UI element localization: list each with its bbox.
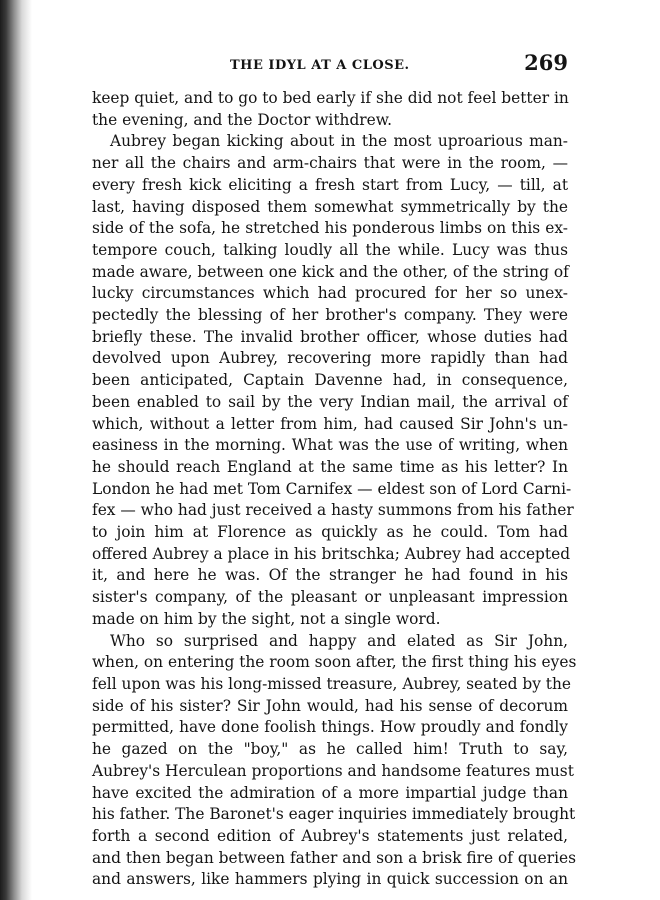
text-line: and answers, like hammers plying in quick succession on an <box>92 870 568 889</box>
text-line: have excited the admiration of a more impartial judge than <box>92 783 568 802</box>
paragraph-container <box>92 88 577 891</box>
text-line: which, without a letter from him, had caused Sir John's un- <box>92 414 568 433</box>
text-line: ner all the chairs and arm-chairs that were in the room, — <box>92 154 568 173</box>
text-line: when, on entering the room soon after, the first thing his eyes <box>92 653 577 672</box>
text-line: every fresh kick eliciting a fresh start from Lucy, — till, at <box>92 175 568 194</box>
text-line: side of the sofa, he stretched his ponderous limbs on this ex- <box>92 219 568 238</box>
text-line: the evening, and the Doctor withdrew. <box>92 110 392 129</box>
text-line: last, having disposed them somewhat symmetrically by the <box>92 197 568 216</box>
text-line: and then began between father and son a brisk fire of queries <box>92 848 577 867</box>
running-head: THE IDYL AT A CLOSE. <box>230 58 410 73</box>
text-line: lucky circumstances which had procured for her so unex- <box>92 284 568 303</box>
text-line: permitted, have done foolish things. How proudly and fondly <box>92 718 568 737</box>
text-line: devolved upon Aubrey, recovering more rapidly than had <box>92 349 568 368</box>
text-line: easiness in the morning. What was the use of writing, when <box>92 436 568 455</box>
text-line: it, and here he was. Of the stranger he had found in his <box>92 566 568 585</box>
text-line: London he had met Tom Carnifex — eldest son of Lord Carni- <box>92 479 572 498</box>
text-line: made on him by the sight, not a single word. <box>92 609 441 628</box>
text-line: made aware, between one kick and the other, of the string of <box>92 262 569 281</box>
text-line: side of his sister? Sir John would, had his sense of decorum <box>92 696 568 715</box>
text-line: he gazed on the "boy," as he called him! Truth to say, <box>92 740 568 759</box>
page-number: 269 <box>524 50 568 75</box>
text-line: to join him at Florence as quickly as he could. Tom had <box>92 523 568 542</box>
text-line: Aubrey's Herculean proportions and handsome features must <box>92 761 574 780</box>
paragraph <box>92 131 574 630</box>
paragraph <box>92 88 568 131</box>
book-page <box>92 48 577 889</box>
paragraph <box>92 631 577 891</box>
page-gutter-shadow <box>0 0 32 900</box>
page-header <box>92 48 568 80</box>
text-line: offered Aubrey a place in his britschka; Aubrey had accepted <box>92 544 571 563</box>
text-line: tempore couch, talking loudly all the while. Lucy was thus <box>92 240 568 259</box>
text-line: Aubrey began kicking about in the most uproarious man- <box>110 132 568 151</box>
text-line: fell upon was his long-missed treasure, Aubrey, seated by the <box>92 674 571 693</box>
text-line: sister's company, of the pleasant or unpleasant impression <box>92 588 568 607</box>
text-line: been anticipated, Captain Davenne had, in consequence, <box>92 371 568 390</box>
text-line: briefly these. The invalid brother officer, whose duties had <box>92 327 568 346</box>
text-line: his father. The Baronet's eager inquiries immediately brought <box>92 805 576 824</box>
text-line: forth a second edition of Aubrey's statements just related, <box>92 826 568 845</box>
body-text <box>92 88 577 891</box>
text-line: Who so surprised and happy and elated as Sir John, <box>110 631 568 650</box>
text-line: been enabled to sail by the very Indian mail, the arrival of <box>92 392 568 411</box>
text-line: fex — who had just received a hasty summons from his father <box>92 501 574 520</box>
text-line: he should reach England at the same time as his letter? In <box>92 457 568 476</box>
text-line: pectedly the blessing of her brother's company. They were <box>92 306 568 325</box>
text-line: keep quiet, and to go to bed early if she did not feel better in <box>92 89 569 107</box>
